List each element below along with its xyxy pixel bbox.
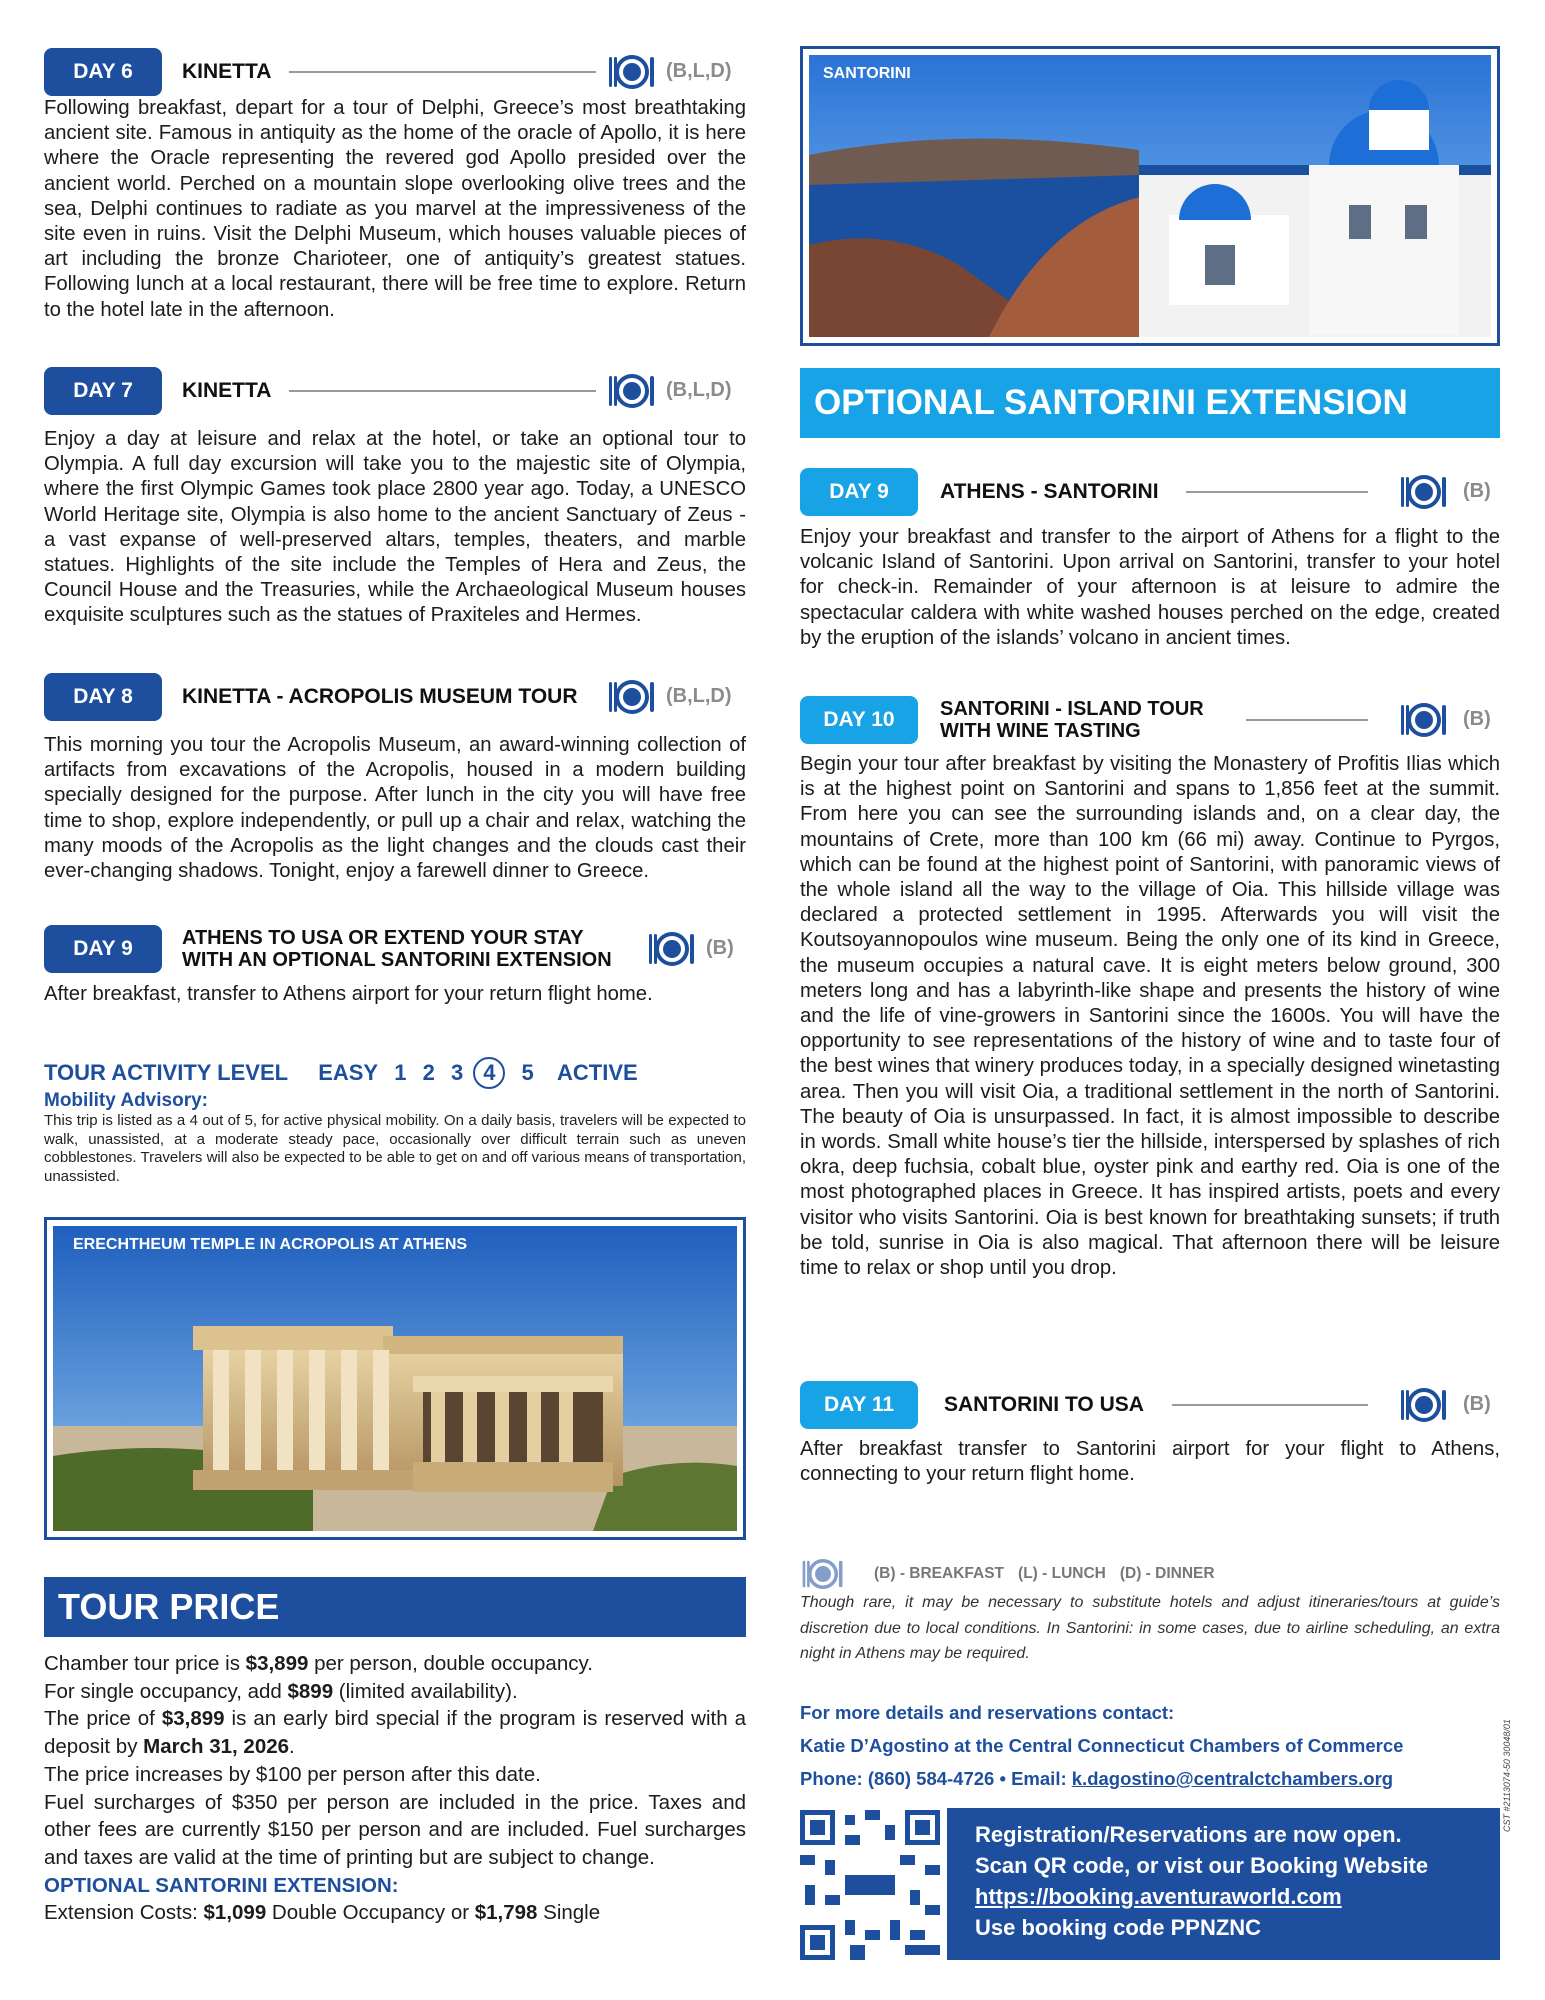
extension-costs xyxy=(44,1899,746,1927)
activity-level-4-selected: 4 xyxy=(473,1057,505,1089)
extension-banner xyxy=(800,368,1500,438)
day-11-header xyxy=(800,1381,1500,1429)
day-title: SANTORINI TO USA xyxy=(944,1393,1144,1416)
day-title-line2: WITH WINE TASTING xyxy=(940,720,1141,742)
activity-active: ACTIVE xyxy=(557,1060,638,1085)
plate-fork-knife-icon xyxy=(1398,1387,1450,1423)
divider-line xyxy=(289,71,596,73)
booking-website-link[interactable]: https://booking.aventuraworld.com xyxy=(975,1884,1342,1909)
phone-label: Phone: (860) 584-4726 • Email: xyxy=(800,1768,1072,1789)
day-badge: DAY 8 xyxy=(44,673,162,721)
price-amount: $1,798 xyxy=(474,1901,538,1925)
meals-code: (B) xyxy=(706,937,734,959)
plate-fork-knife-icon xyxy=(606,679,658,715)
meals-code: (B,L,D) xyxy=(666,379,732,401)
photo-caption: SANTORINI xyxy=(823,65,911,82)
day-8-description: This morning you tour the Acropolis Museum, an award-winning collection of artifacts from excavations of the Acropolis, housed in a modern building specially designed for the purpose. After lunch in the city you will have free time to shop, explore independently, or pull up a chair and relax, watching the many moods of the Acropolis as the light changes and the clouds cast their ever-changing shadows. Tonight, enjoy a farewell dinner to Greece. xyxy=(44,734,746,883)
santorini-photo xyxy=(800,46,1500,346)
text: The price of xyxy=(44,1707,162,1731)
registration-box xyxy=(947,1808,1500,1960)
left-column xyxy=(44,0,746,2000)
day-title-line1: ATHENS TO USA OR EXTEND YOUR STAY xyxy=(182,927,584,949)
day-9-description: After breakfast, transfer to Athens airport for your return flight home. xyxy=(44,983,653,1005)
day-8-header xyxy=(44,673,746,721)
contact-line-3 xyxy=(800,1762,1403,1795)
right-column xyxy=(800,0,1500,2000)
price-amount: $3,899 xyxy=(161,1707,225,1731)
activity-level-1: 1 xyxy=(394,1060,407,1085)
plate-fork-knife-icon xyxy=(800,1558,846,1590)
text: Double Occupancy or xyxy=(266,1901,475,1925)
vertical-code: CST #2113074-50 30048/01 xyxy=(1502,1719,1512,1832)
day-title-line2: WITH AN OPTIONAL SANTORINI EXTENSION xyxy=(182,949,612,971)
day-7-header xyxy=(44,367,746,415)
text: per person, double occupancy. xyxy=(308,1652,593,1675)
day-title-line1: SANTORINI - ISLAND TOUR xyxy=(940,698,1204,720)
santorini-illustration xyxy=(809,55,1491,337)
contact-line-1: For more details and reservations contact: xyxy=(800,1702,1175,1723)
photo-image xyxy=(53,1226,737,1531)
divider-line xyxy=(1246,719,1368,721)
price-line-2 xyxy=(44,1678,746,1706)
text: For single occupancy, add xyxy=(44,1679,288,1703)
tour-price-heading: TOUR PRICE xyxy=(58,1586,280,1627)
meals-code: (B) xyxy=(1463,1393,1491,1415)
activity-level xyxy=(44,1057,648,1089)
contact-block xyxy=(800,1696,1403,1795)
text: Use booking code xyxy=(975,1915,1171,1940)
day-badge: DAY 10 xyxy=(800,696,918,744)
day-badge: DAY 6 xyxy=(44,48,162,96)
photo-image xyxy=(809,55,1491,337)
photo-caption: ERECHTHEUM TEMPLE IN ACROPOLIS AT ATHENS xyxy=(73,1236,468,1253)
mobility-advisory-title: Mobility Advisory: xyxy=(44,1090,208,1111)
price-line-4: The price increases by $100 per person after this date. xyxy=(44,1762,541,1786)
day-10-header xyxy=(800,696,1500,744)
day-9-extension-header xyxy=(800,468,1500,516)
day-10-description: Begin your tour after breakfast by visiting the Monastery of Profitis Ilias which is at the highest point on Santorini and spans to 1,856 feet at the summit. From here you can see the surrounding islands and, on a clear day, the mountains of Crete, more than 100 km (66 mi) away. Continue to Pyrgos, which can be found at the highest point of Santorini, with panoramic views of the whole island all the way to the village of Oia. This hillside village was declared a protected settlement in 1995. Afterwards you will visit the Koutsoyannopoulos wine museum. Being the only one of its kind in Greece, the museum occupies a natural cave. It is eight meters below ground, 300 meters long and has a labyrinth-like shape and presents the history of wine and the life of vine-growers in Santorini since the 1600s. You will have the opportunity to see representations of the history of wine and to taste four of the best wines that winery produces today, in a specially designed winetasting area. Then you will visit Oia, a traditional settlement in the north of Santorini. The beauty of Oia is unsurpassed. In fact, it is almost impossible to describe in words. Small white house’s tier the hillside, interspersed by splashes of rich okra, deep fuchsia, cobalt blue, oyster pink and earthy red. Oia is one of the most photographed places in Greece. It has inspired artists, poets and every visitor who visits Santorini. Oia is best known for breathtaking sunsets; if truth be told, sunrise in Oia is also magical. That afternoon there will be leisure time to relax or shop until you drop. xyxy=(800,753,1500,1280)
plate-fork-knife-icon xyxy=(1398,474,1450,510)
price-line-1 xyxy=(44,1650,746,1678)
day-badge: DAY 9 xyxy=(800,468,918,516)
day-9-extension-description: Enjoy your breakfast and transfer to the airport of Athens for a flight to the volcanic Island of Santorini. Upon arrival on Santorini, transfer to your hotel for check-in. Remainder of your afternoon is at leisure to admire the spectacular caldera with white washed houses perched on the edge, created by the eruption of the islands’ volcano in ancient times. xyxy=(800,526,1500,649)
day-title xyxy=(940,698,1204,742)
contact-line-2: Katie D’Agostino at the Central Connecticut Chambers of Commerce xyxy=(800,1735,1404,1756)
legend-dinner: (D) - DINNER xyxy=(1119,1565,1215,1582)
registration-line-4 xyxy=(975,1912,1500,1943)
day-title: KINETTA xyxy=(182,379,272,402)
day-title: KINETTA xyxy=(182,60,272,83)
day-6-header xyxy=(44,48,746,96)
divider-line xyxy=(1186,491,1368,493)
extension-heading: OPTIONAL SANTORINI EXTENSION xyxy=(814,383,1408,422)
plate-fork-knife-icon xyxy=(1398,702,1450,738)
legend-breakfast: (B) - BREAKFAST xyxy=(874,1565,1005,1582)
price-amount: $899 xyxy=(287,1679,334,1703)
activity-label: TOUR ACTIVITY LEVEL xyxy=(44,1060,289,1085)
text: Extension Costs: xyxy=(44,1901,204,1925)
text: is an early bird special if the program is reserved with a deposit by xyxy=(44,1707,746,1759)
day-9-header xyxy=(44,925,746,973)
plate-fork-knife-icon xyxy=(606,54,658,90)
price-amount: $1,099 xyxy=(203,1901,267,1925)
plate-fork-knife-icon xyxy=(646,931,698,967)
registration-line-1: Registration/Reservations are now open. xyxy=(975,1822,1402,1847)
meals-code: (B) xyxy=(1463,480,1491,502)
meals-code: (B,L,D) xyxy=(666,685,732,707)
day-badge: DAY 11 xyxy=(800,1381,918,1429)
erechtheum-photo xyxy=(44,1217,746,1540)
day-badge: DAY 7 xyxy=(44,367,162,415)
booking-code: PPNZNC xyxy=(1170,1915,1262,1940)
legend-lunch: (L) - LUNCH xyxy=(1018,1565,1106,1582)
tour-price-details xyxy=(44,1650,746,1927)
meals-code: (B,L,D) xyxy=(666,60,732,82)
meal-legend xyxy=(800,1558,1229,1590)
plate-fork-knife-icon xyxy=(606,373,658,409)
meals-code: (B) xyxy=(1463,708,1491,730)
optional-extension-heading: OPTIONAL SANTORINI EXTENSION: xyxy=(44,1873,399,1897)
mobility-advisory-text: This trip is listed as a 4 out of 5, for active physical mobility. On a daily basis, travelers will be expected to walk, unassisted, at a moderate steady pace, occasionally over difficult terrain such as uneven cobblestones. Travelers will also be expected to be able to get on and off various means of transportation, unassisted. xyxy=(44,1112,746,1185)
activity-easy: EASY xyxy=(318,1060,379,1085)
registration-line-2: Scan QR code, or vist our Booking Website xyxy=(975,1853,1429,1878)
text: . xyxy=(289,1735,295,1759)
price-line-3 xyxy=(44,1705,746,1760)
deposit-date: March 31, 2026 xyxy=(143,1735,290,1759)
activity-level-5: 5 xyxy=(521,1060,534,1085)
day-title: KINETTA - ACROPOLIS MUSEUM TOUR xyxy=(182,685,578,708)
price-amount: $3,899 xyxy=(245,1652,309,1675)
temple-illustration xyxy=(53,1226,737,1531)
day-11-description: After breakfast transfer to Santorini airport for your flight to Athens, connecting to your return flight home. xyxy=(800,1438,1500,1486)
price-line-5: Fuel surcharges of $350 per person are included in the price. Taxes and other fees are currently $150 per person and are included. Fuel surcharges and taxes are valid at the time of printing but are subject to change. xyxy=(44,1790,746,1869)
day-title xyxy=(182,927,612,971)
text: Single xyxy=(537,1901,601,1925)
activity-level-2: 2 xyxy=(422,1060,435,1085)
email-link[interactable]: k.dagostino@centralctchambers.org xyxy=(1071,1768,1394,1789)
day-6-description: Following breakfast, depart for a tour of Delphi, Greece’s most breathtaking ancient site. Famous in antiquity as the home of the oracle of Apollo, it is here where the Oracle representing the revered god Apollo presided over the ancient world. Perched on a mountain slope overlooking olive trees and the sea, Delphi continues to radiate as you marvel at the impressiveness of the site even in ruins. Visit the Delphi Museum, which houses valuable pieces of art including the bronze Charioteer, one of antiquity’s greatest statues. Following lunch at a local restaurant, there will be free time to explore. Return to the hotel late in the afternoon. xyxy=(44,97,746,321)
day-title: ATHENS - SANTORINI xyxy=(940,480,1159,503)
divider-line xyxy=(1172,1404,1368,1406)
day-badge: DAY 9 xyxy=(44,925,162,973)
text: (limited availability). xyxy=(333,1679,518,1703)
activity-level-3: 3 xyxy=(450,1060,464,1085)
divider-line xyxy=(289,390,596,392)
qr-code-icon[interactable] xyxy=(800,1810,940,1960)
disclaimer-note: Though rare, it may be necessary to substitute hotels and adjust itineraries/tours at guide’s discretion due to local conditions. In Santorini: in some cases, due to airline scheduling, an extra night in Athens may be required. xyxy=(800,1594,1500,1662)
tour-price-banner xyxy=(44,1577,746,1637)
day-7-description: Enjoy a day at leisure and relax at the hotel, or take an optional tour to Olympia. A full day excursion will take you to the majestic site of Olympia, where the first Olympic Games took place 2800 year ago. Today, a UNESCO World Heritage site, Olympia is also home to the ancient Sanctuary of Zeus - a vast expanse of well-preserved altars, temples, theaters, and marble statues. Highlights of the site include the Temples of Hera and Zeus, the Council House and the Treasuries, while the Archaeological Museum houses exquisite sculptures such as the statues of Praxiteles and Hermes. xyxy=(44,428,746,627)
text: Chamber tour price is xyxy=(44,1652,246,1675)
